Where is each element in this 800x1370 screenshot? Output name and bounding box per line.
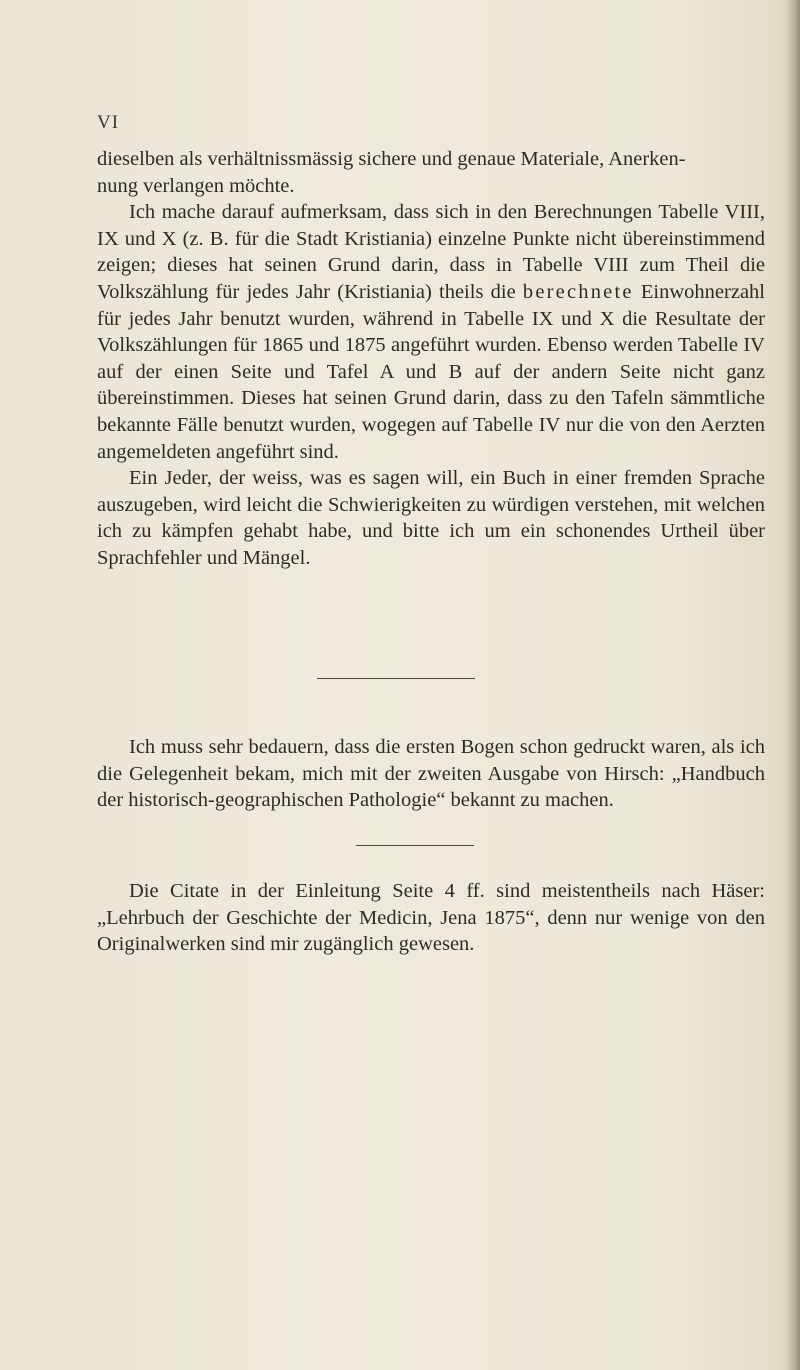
text-block-upper xyxy=(97,146,765,572)
page-edge-shadow xyxy=(786,0,800,1370)
paragraph-1-line-1: dieselben als verhältnissmässig sichere und genaue Materiale, Anerken- xyxy=(97,148,686,170)
short-divider-rule xyxy=(356,845,474,846)
text-block-middle xyxy=(97,734,765,814)
paragraph-language-apology: Ein Jeder, der weiss, was es sagen will, ein Buch in einer fremden Sprache auszugeben, wird leicht die Schwierigkeiten zu würdigen verstehen, mit welchen ich zu kämpfen gehabt habe, und bitte ich um ein schonendes Urtheil über Sprachfehler und Mängel. xyxy=(97,467,765,569)
paragraph-2-text-start: Ich mache darauf aufmerksam, dass sich in den Berechnungen Tabelle VIII, IX und X (z. B. für die Stadt Kristiania) einzelne Punkte nicht übereinstimmend zeigen; dieses hat seinen Grund darin, dass in Tabelle VIII zum Theil die Volkszählung für jedes Jahr (Kristiania) theils die xyxy=(97,201,765,303)
paragraph-2-text-end: Einwohnerzahl für jedes Jahr benutzt wurden, während in Tabelle IX und X die Resultate der Volkszählungen für 1865 und 1875 angeführt wurden. Ebenso werden Tabelle IV auf der einen Seite und Tafel A und B auf der andern Seite nicht ganz übereinstimmen. Dieses hat seinen Grund darin, dass zu den Tafeln sämmtliche bekannte Fälle benutzt wurden, wogegen auf Tabelle IV nur die von den Aerzten angemeldeten angeführt sind. xyxy=(97,280,765,463)
paragraph-tables-note xyxy=(97,199,765,465)
paragraph-citations-note: Die Citate in der Einleitung Seite 4 ff. sind meistentheils nach Häser: „Lehrbuch der Geschichte der Medicin, Jena 1875“, denn nur wenige von den Originalwerken sind mir zugänglich gewesen. xyxy=(97,880,765,956)
text-block-lower xyxy=(97,878,765,958)
paragraph-hirsch-note: Ich muss sehr bedauern, dass die ersten Bogen schon gedruckt waren, als ich die Gelegenheit bekam, mich mit der zweiten Ausgabe von Hirsch: „Handbuch der historisch-geographischen Pathologie“ bekannt zu machen. xyxy=(97,736,765,812)
spaced-emphasis-word: berechnete xyxy=(522,280,634,303)
section-divider-rule xyxy=(317,678,475,679)
paragraph-1-line-2: nung verlangen möchte. xyxy=(97,174,295,197)
paragraph-continuation xyxy=(97,146,765,199)
page-number: VI xyxy=(97,112,120,133)
